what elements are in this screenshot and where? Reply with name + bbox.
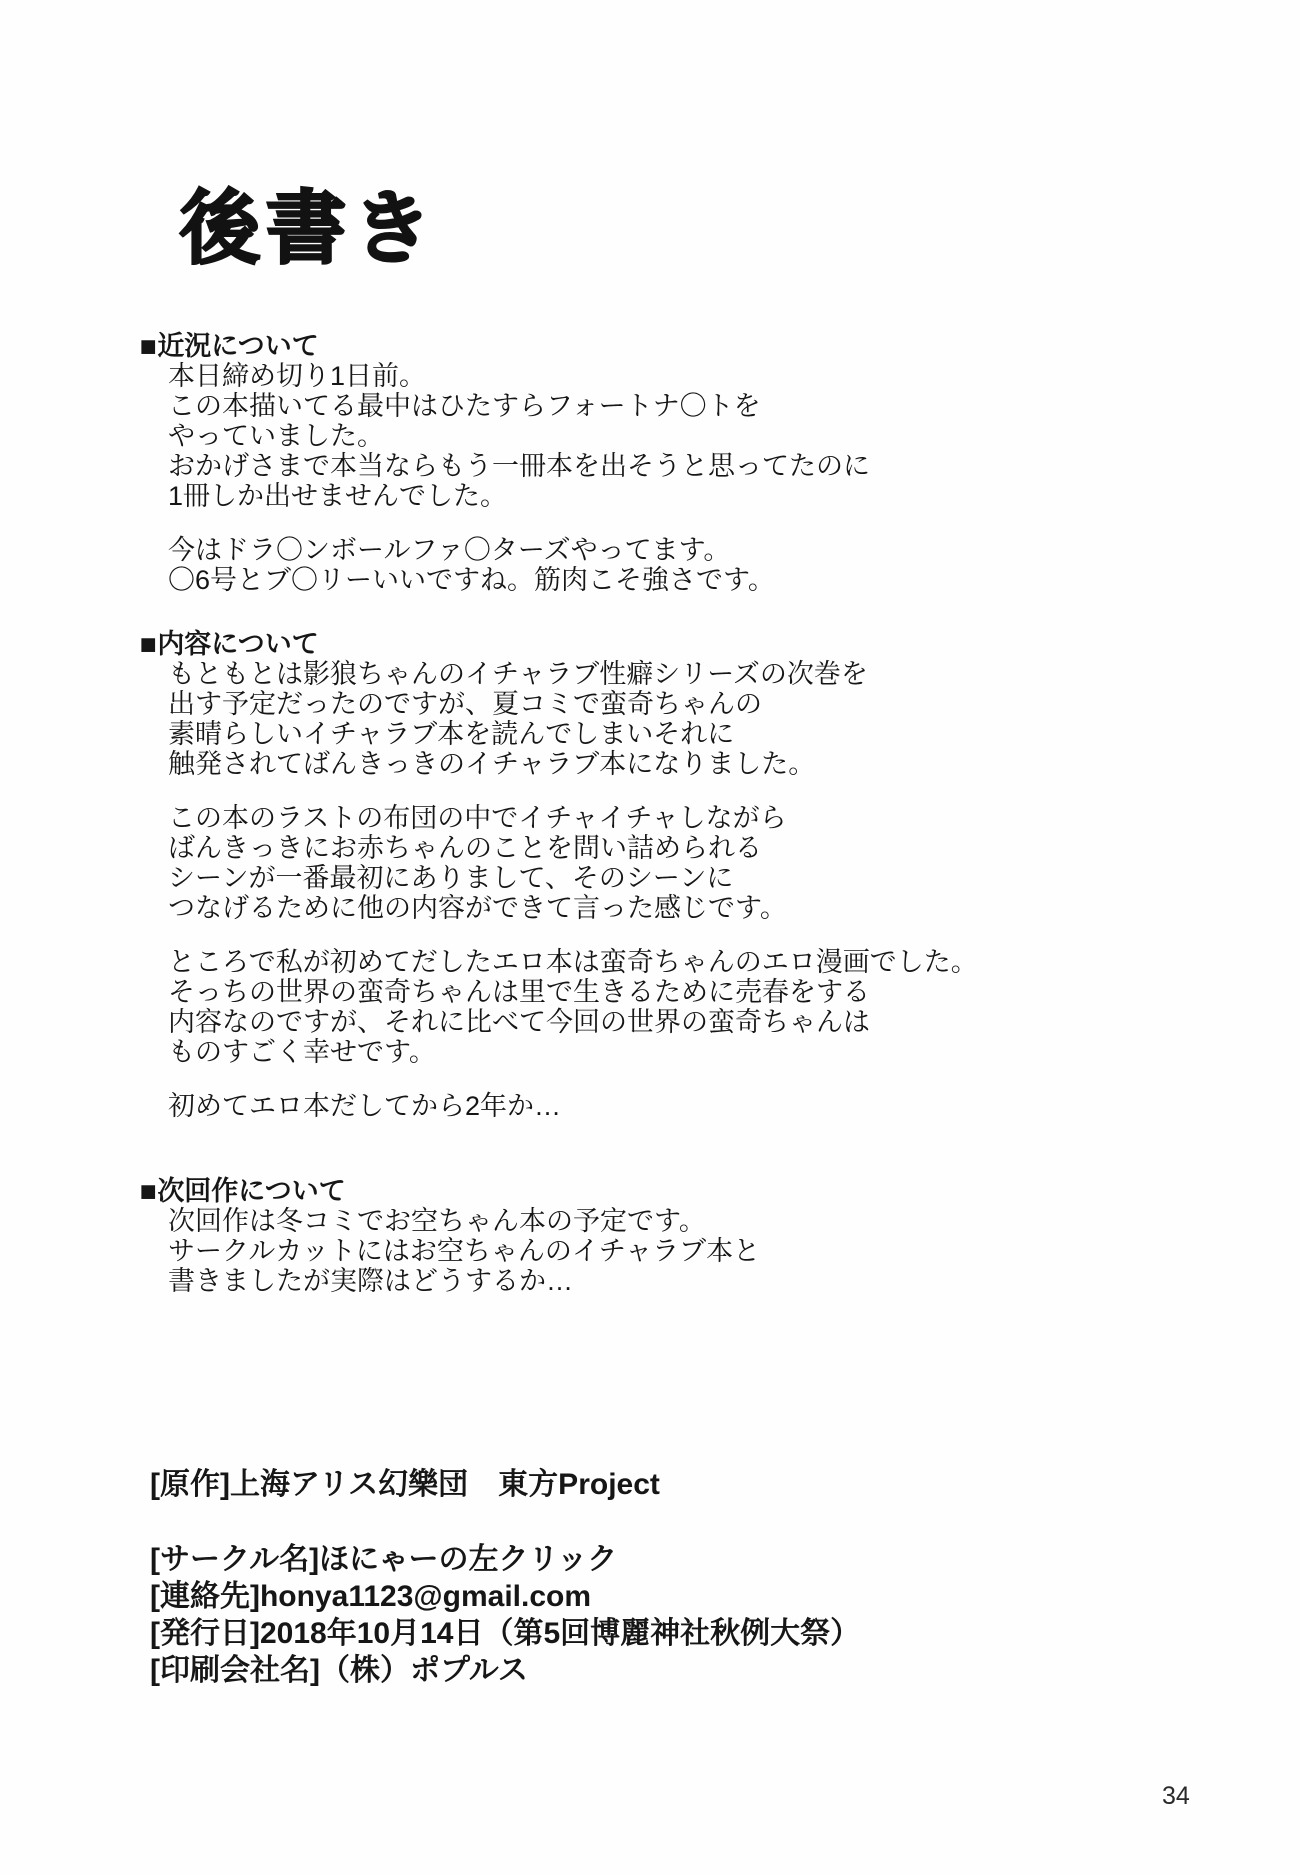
paragraph [168, 1091, 1140, 1121]
text-line: 素晴らしいイチャラブ本を読んでしまいそれに [168, 719, 735, 749]
paragraph [168, 535, 1140, 595]
text-line: シーンが一番最初にありまして、そのシーンに [168, 863, 734, 893]
colophon [150, 1466, 1140, 1689]
colophon-contact: [連絡先]honya1123@gmail.com [150, 1580, 592, 1613]
text-line: 初めてエロ本だしてから2年か… [168, 1091, 562, 1121]
text-line: 触発されてばんきっきのイチャラブ本になりました。 [168, 749, 816, 779]
text-line: 書きましたが実際はどうするか… [168, 1266, 573, 1296]
section-heading-text: 近況について [157, 331, 319, 361]
colophon-original-work: [原作]上海アリス幻樂団 東方Project [150, 1468, 660, 1501]
text-line: この本描いてる最中はひたすらフォートナ〇トを [168, 391, 761, 421]
section-heading-text: 次回作について [157, 1176, 346, 1206]
text-line: 1冊しか出せませんでした。 [168, 481, 508, 511]
text-line: 内容なのですが、それに比べて今回の世界の蛮奇ちゃんは [168, 1007, 870, 1037]
section-marker: ■ [139, 330, 157, 362]
text-line: 〇6号とブ〇リーいいですね。筋肉こそ強さです。 [168, 565, 775, 595]
paragraph [168, 1206, 1140, 1296]
text-line: 本日締め切り1日前。 [168, 361, 427, 391]
text-line: ものすごく幸せです。 [168, 1037, 436, 1067]
section-heading [140, 1176, 1140, 1206]
page-content [140, 0, 1140, 1689]
text-line: サークルカットにはお空ちゃんのイチャラブ本と [168, 1236, 761, 1266]
colophon-circle-name: [サークル名]ほにゃーの左クリック [150, 1543, 618, 1576]
paragraph [168, 947, 1140, 1067]
section-recent-status [140, 331, 1140, 595]
text-line: 次回作は冬コミでお空ちゃん本の予定です。 [168, 1206, 706, 1236]
page-number: 34 [1162, 1782, 1190, 1810]
section-next-work [140, 1176, 1140, 1296]
section-heading [140, 629, 1140, 659]
text-line: やっていました。 [168, 421, 384, 451]
text-line: ばんきっきにお赤ちゃんのことを問い詰められる [168, 833, 762, 863]
text-line: 今はドラ〇ンボールファ〇ターズやってます。 [168, 535, 731, 565]
section-heading-text: 内容について [157, 629, 319, 659]
text-line: もともとは影狼ちゃんのイチャラブ性癖シリーズの次巻を [168, 659, 868, 689]
text-line: ところで私が初めてだしたエロ本は蛮奇ちゃんのエロ漫画でした。 [168, 947, 978, 977]
section-heading [140, 331, 1140, 361]
colophon-publication-date: [発行日]2018年10月14日（第5回博麗神社秋例大祭） [150, 1617, 861, 1650]
page-title: 後書き [180, 184, 438, 273]
section-marker: ■ [139, 628, 157, 660]
paragraph [168, 361, 1140, 511]
text-line: つなげるために他の内容ができて言った感じです。 [168, 893, 787, 923]
text-line: この本のラストの布団の中でイチャイチャしながら [168, 803, 787, 833]
text-line: おかげさまで本当ならもう一冊本を出そうと思ってたのに [168, 451, 870, 481]
section-marker: ■ [139, 1175, 157, 1207]
text-line: 出す予定だったのですが、夏コミで蛮奇ちゃんの [168, 689, 762, 719]
paragraph [168, 803, 1140, 923]
section-book-content [140, 629, 1140, 1121]
text-line: そっちの世界の蛮奇ちゃんは里で生きるために売春をする [168, 977, 870, 1007]
paragraph [168, 659, 1140, 779]
colophon-printer: [印刷会社名]（株）ポプルス [150, 1654, 528, 1687]
